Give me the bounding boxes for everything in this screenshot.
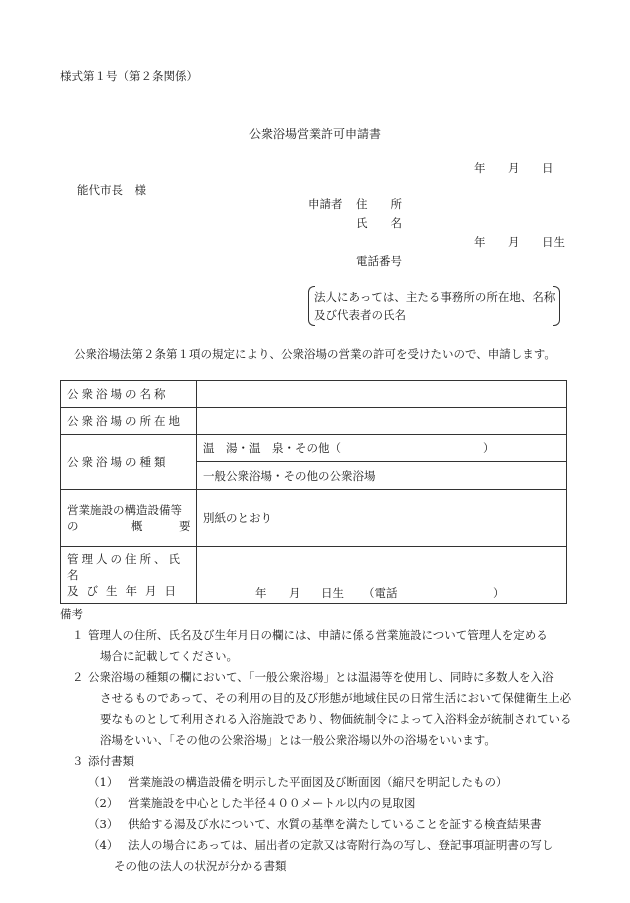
type-option-1-text: 温 湯・温 泉・その他（ bbox=[203, 441, 341, 455]
application-table bbox=[60, 380, 567, 604]
birth-month: 月 bbox=[508, 235, 520, 249]
location-row-label: 公衆浴場の所在地 bbox=[61, 408, 197, 435]
facility-label-line1: 営業施設の構造設備等 bbox=[67, 503, 182, 517]
form-number: 様式第１号（第２条関係） bbox=[60, 69, 198, 83]
manager-phone: （電話 bbox=[363, 586, 398, 600]
manager-phone-close: ） bbox=[493, 586, 505, 600]
date-month: 月 bbox=[508, 161, 520, 175]
note-text: 添付書類 bbox=[88, 754, 134, 768]
location-field[interactable] bbox=[197, 408, 567, 435]
attachment-item bbox=[60, 835, 580, 877]
manager-field[interactable] bbox=[197, 547, 567, 604]
attachment-text: 供給する湯及び水について、水質の基準を満たしていることを証する検査結果書 bbox=[128, 817, 542, 831]
note-item bbox=[60, 751, 580, 772]
facility-label-no: の bbox=[67, 519, 79, 533]
attachment-item bbox=[60, 772, 580, 793]
manager-day: 日生 bbox=[321, 586, 344, 600]
attachment-number: （4） bbox=[88, 838, 119, 852]
page-title: 公衆浴場営業許可申請書 bbox=[249, 127, 382, 141]
address-label: 住 所 bbox=[356, 197, 402, 211]
intro-text: 公衆浴場法第２条第１項の規定により、公衆浴場の営業の許可を受けたいので、申請します。 bbox=[74, 347, 556, 361]
date-day: 日 bbox=[542, 161, 554, 175]
notes-title: 備考 bbox=[60, 607, 83, 621]
note-text: 要なものとして利用される入浴施設であり、物価統制令によって入浴料金が統制されている bbox=[100, 712, 572, 726]
note-item bbox=[60, 667, 580, 751]
attachment-number: （3） bbox=[88, 817, 119, 831]
name-label: 氏 名 bbox=[356, 216, 402, 230]
attachment-item bbox=[60, 793, 580, 814]
facility-label-yo: 要 bbox=[179, 519, 191, 533]
attachment-number: （1） bbox=[88, 775, 119, 789]
note-text: させるものであって、その利用の目的及び形態が地域住民の日常生活において保健衛生上必 bbox=[100, 691, 572, 705]
phone-label: 電話番号 bbox=[356, 254, 402, 268]
note-number: ２ bbox=[72, 670, 84, 684]
attachment-text: 営業施設を中心とした半径４００メートル以内の見取図 bbox=[128, 796, 416, 810]
note-text: 公衆浴場の種類の欄において、「一般公衆浴場」とは温湯等を使用し、同時に多数人を入浴 bbox=[88, 670, 554, 684]
note-item bbox=[60, 625, 580, 667]
manager-year: 年 bbox=[255, 586, 267, 600]
name-field[interactable] bbox=[197, 381, 567, 408]
note-text: 浴場をいい、「その他の公衆浴場」とは一般公衆浴場以外の浴場をいいます。 bbox=[100, 733, 496, 747]
attachment-text: 法人の場合にあっては、届出者の定款又は寄附行為の写し、登記事項証明書の写し bbox=[128, 838, 554, 852]
facility-field[interactable]: 別紙のとおり bbox=[197, 490, 567, 547]
corporate-note-line1: 法人にあっては、主たる事務所の所在地、名称 bbox=[314, 290, 556, 304]
birth-day: 日生 bbox=[542, 235, 565, 249]
note-number: １ bbox=[72, 628, 84, 642]
facility-row-label bbox=[61, 490, 197, 547]
name-row-label: 公衆浴場の名称 bbox=[61, 381, 197, 408]
type-option-1[interactable] bbox=[197, 435, 567, 462]
attachment-text: その他の法人の状況が分かる書類 bbox=[114, 859, 287, 873]
type-option-2[interactable]: 一般公衆浴場・その他の公衆浴場 bbox=[197, 462, 567, 490]
type-row-label: 公衆浴場の種類 bbox=[61, 435, 197, 490]
type-option-1-close: ） bbox=[483, 441, 495, 455]
corporate-note-line2: 及び代表者の氏名 bbox=[314, 308, 406, 322]
attachment-item bbox=[60, 814, 580, 835]
note-number: ３ bbox=[72, 754, 84, 768]
manager-month: 月 bbox=[289, 586, 301, 600]
facility-label-gai: 概 bbox=[131, 519, 143, 533]
note-text: 場合に記載してください。 bbox=[100, 649, 238, 663]
manager-label-line2: 及び生年月日 bbox=[67, 584, 184, 598]
note-text: 管理人の住所、氏名及び生年月日の欄には、申請に係る営業施設について管理人を定める bbox=[88, 628, 548, 642]
addressee: 能代市長 様 bbox=[77, 183, 146, 197]
attachment-number: （2） bbox=[88, 796, 119, 810]
applicant-label: 申請者 bbox=[308, 197, 343, 211]
manager-row-label bbox=[61, 547, 197, 604]
manager-label-line1: 管理人の住所、氏名 bbox=[67, 552, 183, 582]
date-year: 年 bbox=[474, 161, 486, 175]
birth-year: 年 bbox=[474, 235, 486, 249]
attachment-text: 営業施設の構造設備を明示した平面図及び断面図（縮尺を明記したもの） bbox=[128, 775, 508, 789]
notes-section bbox=[60, 604, 580, 877]
